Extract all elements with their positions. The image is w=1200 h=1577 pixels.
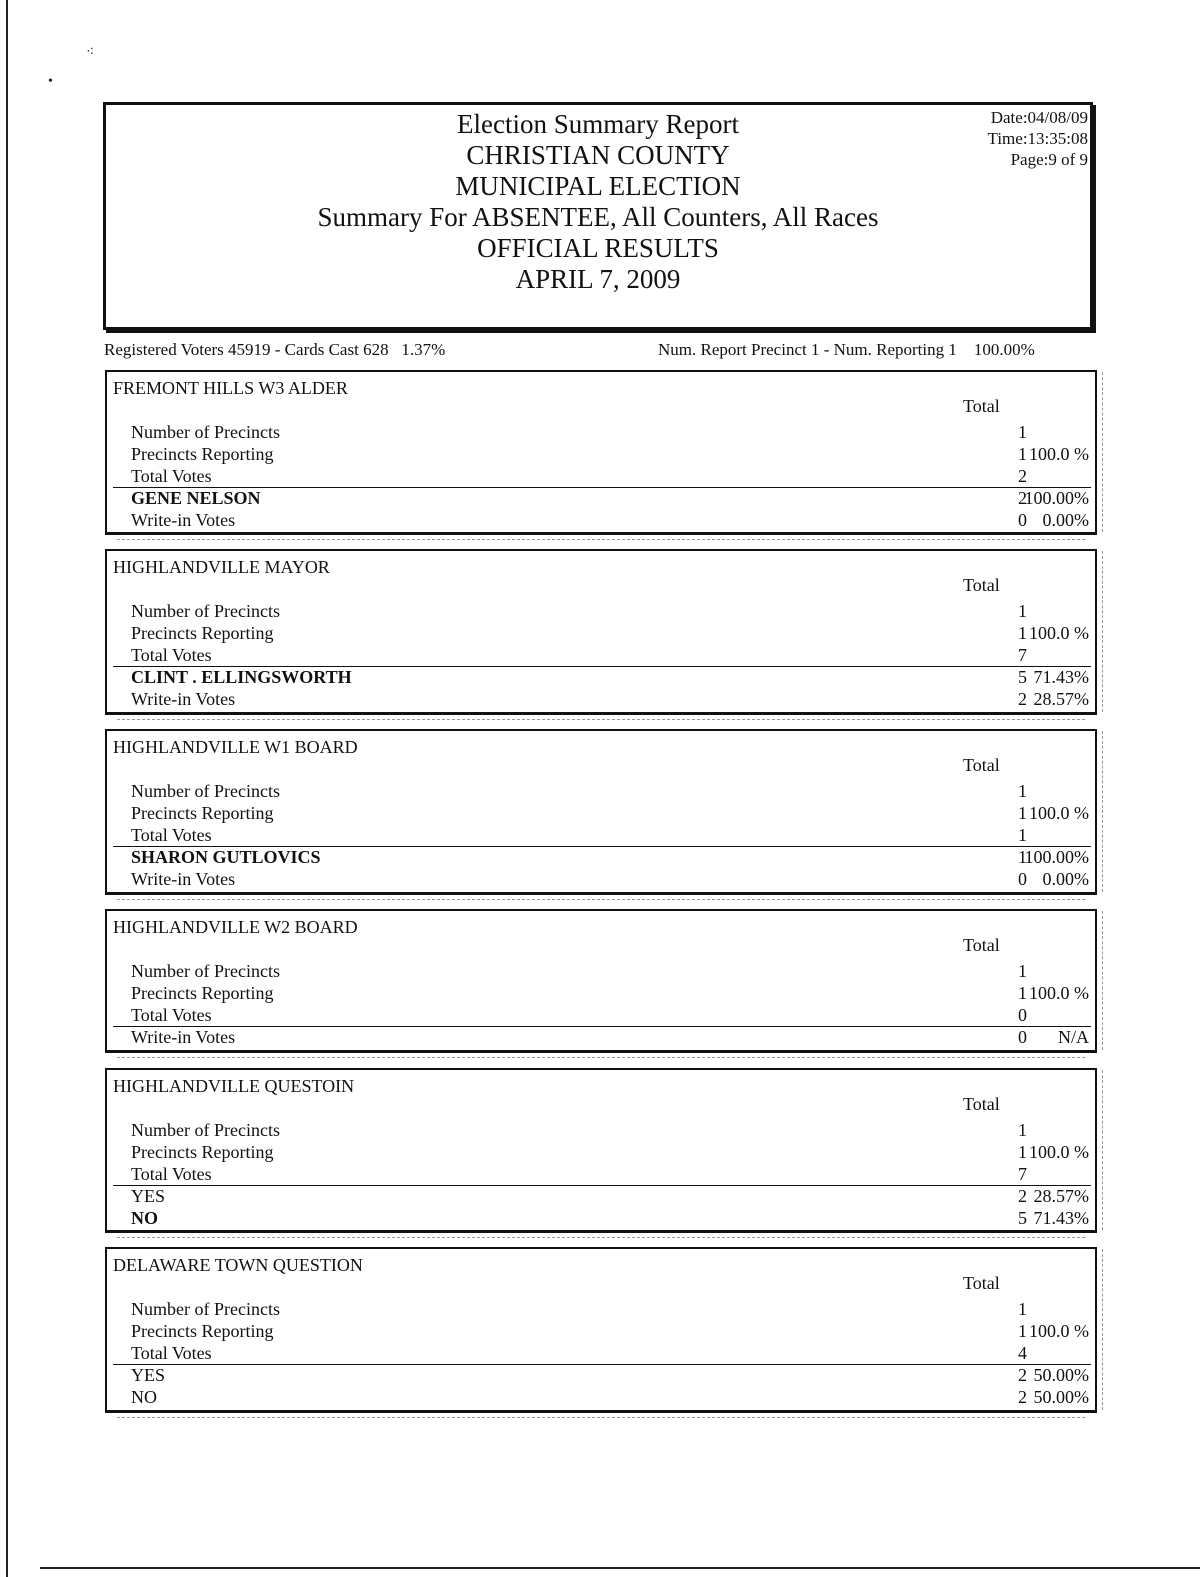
row-label: Number of Precincts [131, 422, 280, 442]
scan-speck: • [48, 74, 53, 89]
reporting-summary [658, 340, 1035, 360]
race-title: HIGHLANDVILLE MAYOR [113, 557, 330, 577]
row-percent: 71.43% [1033, 667, 1089, 687]
row-total: 5 [1018, 667, 1027, 687]
table-row [131, 781, 1091, 803]
summary-scope: Summary For ABSENTEE, All Counters, All Races [317, 202, 879, 232]
row-label: Precincts Reporting [131, 623, 274, 643]
row-total: 1 [1018, 781, 1027, 801]
row-percent: 0.00% [1042, 869, 1089, 889]
row-total: 2 [1018, 466, 1027, 486]
row-percent: 100.0 % [1029, 983, 1089, 1003]
row-percent: 71.43% [1033, 1208, 1089, 1228]
row-total: 2 [1018, 1186, 1027, 1206]
row-total: 1 [1018, 825, 1027, 845]
table-row [131, 466, 1091, 488]
report-time: Time:13:35:08 [987, 129, 1088, 148]
table-row [131, 667, 1091, 689]
row-percent: 50.00% [1033, 1365, 1089, 1385]
row-label: Write-in Votes [131, 510, 236, 530]
scan-artifact [117, 1235, 1085, 1238]
row-total: 0 [1018, 869, 1027, 889]
row-label: Number of Precincts [131, 961, 280, 981]
table-row [131, 689, 1091, 711]
election-name: MUNICIPAL ELECTION [455, 171, 741, 201]
results-status: OFFICIAL RESULTS [477, 233, 719, 263]
row-percent: 0.00% [1042, 510, 1089, 530]
total-column-header: Total [963, 396, 1000, 416]
table-row [131, 983, 1091, 1005]
race-block-highlandville-w2-board [105, 909, 1097, 1053]
row-total: 4 [1018, 1343, 1027, 1363]
election-date: APRIL 7, 2009 [515, 264, 681, 294]
race-title: HIGHLANDVILLE W1 BOARD [113, 737, 358, 757]
row-label: Precincts Reporting [131, 1142, 274, 1162]
scan-artifact [1102, 731, 1105, 892]
registered-voters-summary [104, 340, 445, 360]
table-row [131, 961, 1091, 983]
turnout-percent: 1.37% [401, 340, 446, 359]
total-column-header: Total [963, 755, 1000, 775]
table-row [131, 1387, 1091, 1409]
row-percent: 100.0 % [1029, 623, 1089, 643]
row-total: 1 [1018, 623, 1027, 643]
row-percent: 50.00% [1033, 1387, 1089, 1407]
row-total: 5 [1018, 1208, 1027, 1228]
scan-artifact [117, 1415, 1085, 1418]
scan-artifact [117, 1055, 1085, 1058]
race-block-delaware-town-question [105, 1247, 1097, 1413]
scan-speck: ⁖ [86, 45, 95, 60]
row-percent: 100.00% [1024, 488, 1089, 508]
row-label: Total Votes [131, 1005, 212, 1025]
row-label: YES [131, 1186, 166, 1206]
registered-voters-text: Registered Voters 45919 - Cards Cast 628 [104, 340, 389, 359]
race-block-highlandville-question [105, 1068, 1097, 1233]
table-row [131, 1299, 1091, 1321]
row-percent: N/A [1058, 1027, 1089, 1047]
row-label: NO [131, 1387, 157, 1407]
county-name: CHRISTIAN COUNTY [466, 140, 730, 170]
row-total: 1 [1018, 601, 1027, 621]
row-label: Total Votes [131, 466, 212, 486]
table-row [131, 1005, 1091, 1027]
race-block-highlandville-mayor [105, 549, 1097, 715]
row-total: 0 [1018, 1027, 1027, 1047]
row-total: 1 [1018, 983, 1027, 1003]
table-row [131, 645, 1091, 667]
row-total: 1 [1018, 1120, 1027, 1140]
table-row [131, 1120, 1091, 1142]
row-label: GENE NELSON [131, 488, 261, 508]
row-total: 1 [1018, 1142, 1027, 1162]
row-label: Number of Precincts [131, 1120, 280, 1140]
row-label: Precincts Reporting [131, 803, 274, 823]
race-block-highlandville-w1-board [105, 729, 1097, 895]
report-date: Date:04/08/09 [990, 108, 1088, 127]
table-row [131, 869, 1091, 891]
row-label: Number of Precincts [131, 1299, 280, 1319]
row-total: 2 [1018, 689, 1027, 709]
row-total: 0 [1018, 510, 1027, 530]
row-total: 1 [1018, 422, 1027, 442]
total-column-header: Total [963, 1273, 1000, 1293]
total-column-header: Total [963, 1094, 1000, 1114]
table-row [131, 825, 1091, 847]
race-title: DELAWARE TOWN QUESTION [113, 1255, 363, 1275]
table-row [131, 422, 1091, 444]
table-row [131, 444, 1091, 466]
scan-artifact [1102, 1070, 1105, 1230]
report-page: Page:9 of 9 [1010, 150, 1088, 169]
page-left-edge [6, 0, 8, 1577]
row-label: SHARON GUTLOVICS [131, 847, 321, 867]
row-percent: 28.57% [1033, 1186, 1089, 1206]
table-row [131, 1142, 1091, 1164]
row-label: Total Votes [131, 1343, 212, 1363]
table-row [131, 1343, 1091, 1365]
report-header [103, 102, 1093, 330]
scan-artifact [117, 717, 1085, 720]
row-total: 1 [1018, 1321, 1027, 1341]
table-row [131, 1365, 1091, 1387]
row-label: NO [131, 1208, 158, 1228]
scan-artifact [1102, 372, 1105, 532]
race-title: FREMONT HILLS W3 ALDER [113, 378, 348, 398]
row-label: Total Votes [131, 645, 212, 665]
row-total: 2 [1018, 1365, 1027, 1385]
table-row [131, 510, 1091, 532]
row-total: 2 [1018, 488, 1027, 508]
reporting-text: Num. Report Precinct 1 - Num. Reporting 1 [658, 340, 957, 359]
report-meta [988, 107, 1088, 170]
row-label: Precincts Reporting [131, 1321, 274, 1341]
report-title-block [106, 109, 1090, 295]
row-label: Write-in Votes [131, 1027, 236, 1047]
row-total: 2 [1018, 1387, 1027, 1407]
row-label: Total Votes [131, 1164, 212, 1184]
row-label: Total Votes [131, 825, 212, 845]
table-row [131, 488, 1091, 510]
scan-artifact [1102, 551, 1105, 712]
race-title: HIGHLANDVILLE QUESTOIN [113, 1076, 355, 1096]
table-row [131, 1027, 1091, 1049]
row-label: Write-in Votes [131, 689, 236, 709]
row-percent: 100.0 % [1029, 444, 1089, 464]
scan-artifact [117, 897, 1085, 900]
total-column-header: Total [963, 935, 1000, 955]
table-row [131, 1164, 1091, 1186]
table-row [131, 623, 1091, 645]
table-row [131, 1208, 1091, 1230]
table-row [131, 1186, 1091, 1208]
row-percent: 100.0 % [1029, 803, 1089, 823]
row-total: 1 [1018, 961, 1027, 981]
row-percent: 100.00% [1024, 847, 1089, 867]
scan-artifact [1102, 1249, 1105, 1410]
table-row [131, 803, 1091, 825]
race-block-fremont-hills-w3-alder [105, 370, 1097, 535]
row-percent: 28.57% [1033, 689, 1089, 709]
scan-artifact [1102, 911, 1105, 1050]
row-label: CLINT . ELLINGSWORTH [131, 667, 352, 687]
page-bottom-edge [40, 1567, 1200, 1569]
row-total: 1 [1018, 847, 1027, 867]
row-label: Number of Precincts [131, 781, 280, 801]
row-total: 1 [1018, 1299, 1027, 1319]
total-column-header: Total [963, 575, 1000, 595]
row-percent: 100.0 % [1029, 1142, 1089, 1162]
row-total: 1 [1018, 444, 1027, 464]
report-title: Election Summary Report [457, 109, 739, 139]
row-total: 0 [1018, 1005, 1027, 1025]
table-row [131, 1321, 1091, 1343]
row-percent: 100.0 % [1029, 1321, 1089, 1341]
row-total: 7 [1018, 1164, 1027, 1184]
row-label: Write-in Votes [131, 869, 236, 889]
table-row [131, 847, 1091, 869]
row-label: Precincts Reporting [131, 444, 274, 464]
row-label: Number of Precincts [131, 601, 280, 621]
table-row [131, 601, 1091, 623]
row-total: 1 [1018, 803, 1027, 823]
row-total: 7 [1018, 645, 1027, 665]
row-label: YES [131, 1365, 166, 1385]
reporting-percent: 100.00% [973, 340, 1035, 359]
scan-artifact [117, 537, 1085, 540]
row-label: Precincts Reporting [131, 983, 274, 1003]
race-title: HIGHLANDVILLE W2 BOARD [113, 917, 358, 937]
